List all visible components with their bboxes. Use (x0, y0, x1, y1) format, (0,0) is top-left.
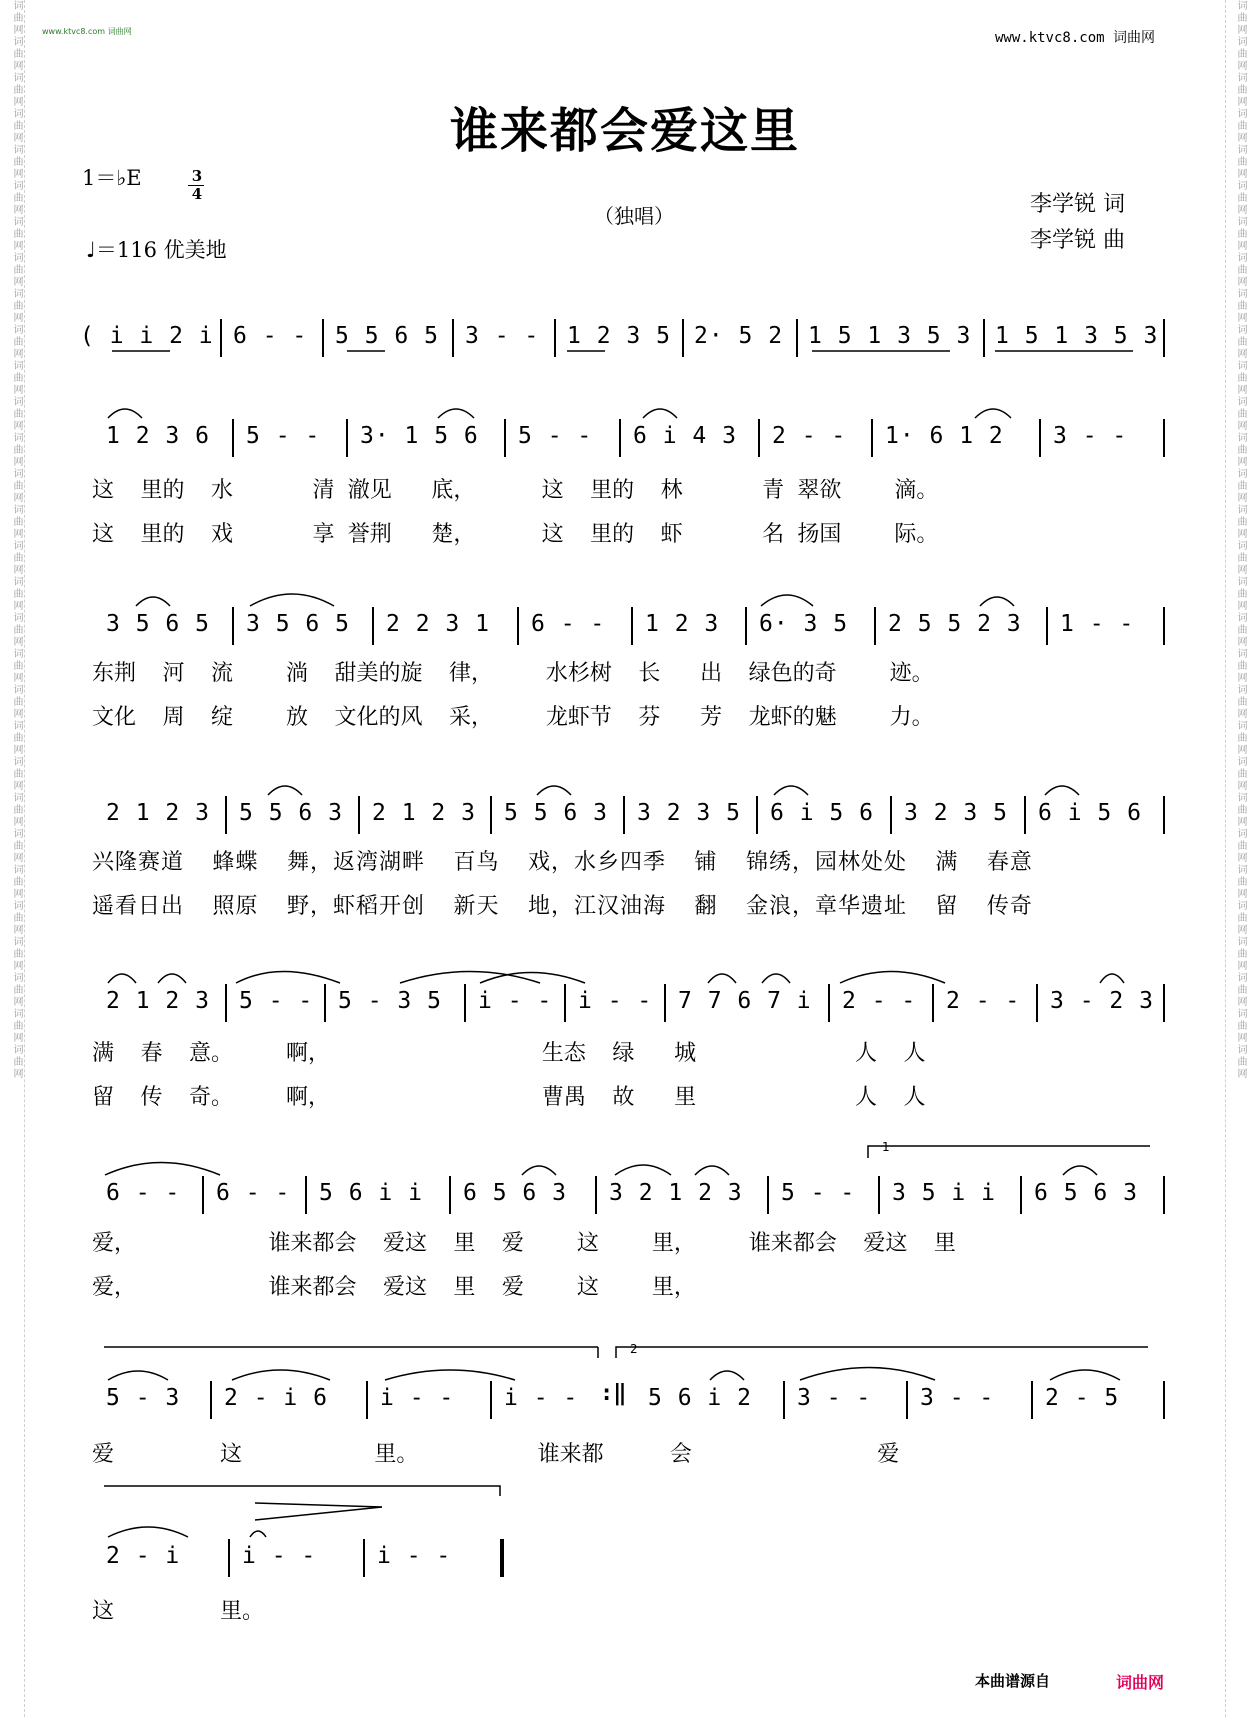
measure: i - - (380, 1385, 455, 1411)
measure: 5 6 i i (319, 1180, 423, 1206)
measure: 2 2 3 1 (386, 611, 490, 637)
measure: 3 5 i i (892, 1180, 996, 1206)
time-signature-top: 3 (191, 167, 203, 185)
measure: 6 - - (233, 323, 308, 349)
lyric-row-4-verse-2: 遥看日出 照原 野，虾稻开创 新天 地，江汉油海 翻 金浪，章华遗址 留 传奇 (92, 894, 1033, 919)
measure: 5 - - (781, 1180, 856, 1206)
measure: 6 i 5 6 (770, 800, 874, 826)
measure: 6 i 4 3 (633, 423, 737, 449)
measure: 5 5 6 3 (239, 800, 343, 826)
left-watermark-strip: 词曲网词曲网词曲网词曲网词曲网词曲网词曲网词曲网词曲网词曲网词曲网词曲网词曲网词曲网词曲网词曲网词曲网词曲网词曲网词曲网词曲网词曲网词曲网词曲网词曲网词曲网词曲网词曲网词曲网词曲网 (2, 0, 25, 1717)
measure: 6 i 5 6 (1038, 800, 1142, 826)
lyric-row-3-verse-1: 东荆 河 流 淌 甜美的旋 律， 水杉树 长 出 绿色的奇 迹。 (92, 661, 934, 686)
measure: 6 - - (216, 1180, 291, 1206)
measure: 5 - - (518, 423, 593, 449)
lyric-row-4-verse-1: 兴隆赛道 蜂蝶 舞，返湾湖畔 百鸟 戏，水乡四季 铺 锦绣，园林处处 满 春意 (92, 850, 1033, 875)
measure: i - - (578, 988, 653, 1014)
tempo-marking: ♩＝116 优美地 (86, 238, 227, 262)
lyric-row-6-verse-2: 爱， 谁来都会 爱这 里 爱 这 里， (92, 1275, 696, 1300)
lyric-row-2-verse-1: 这 里的 水 清 澈见 底， 这 里的 林 青 翠欲 滴。 (92, 478, 939, 503)
measure: i - - (478, 988, 553, 1014)
lyric-row-7: 爱 这 里。 谁来都 会 爱 (92, 1442, 900, 1467)
measure: 6 5 6 3 (1034, 1180, 1138, 1206)
measure: 2 1 2 3 (106, 988, 210, 1014)
lyric-row-2-verse-2: 这 里的 戏 享 誉荆 楚， 这 里的 虾 名 扬国 际。 (92, 522, 939, 547)
measure: 2· 5 2 (694, 323, 784, 349)
measure: 3 - - (1053, 423, 1128, 449)
composer-credit: 李学锐 曲 (1030, 228, 1125, 253)
measure: 1 5 1 3 5 3 (995, 323, 1159, 349)
footer-source-text: 本曲谱源自 (974, 1672, 1050, 1690)
measure: 2 5 5 2 3 (888, 611, 1022, 637)
lyric-row-3-verse-2: 文化 周 绽 放 文化的风 采， 龙虾节 芬 芳 龙虾的魅 力。 (92, 705, 934, 730)
measure: ( i i 2 i (80, 323, 214, 349)
measure: 1 2 3 (645, 611, 720, 637)
lyric-row-5-verse-1: 满 春 意。 啊， 生态 绿 城 人 人 (92, 1041, 926, 1066)
lyric-row-5-verse-2: 留 传 奇。 啊， 曹禺 故 里 人 人 (92, 1085, 926, 1110)
repeat-sign: :‖ (600, 1381, 627, 1406)
time-signature-bottom: 4 (191, 185, 203, 203)
measure: 1 2 3 6 (106, 423, 210, 449)
measure: 5 - - (239, 988, 314, 1014)
measure: 3 - 2 3 (1050, 988, 1154, 1014)
measure: 3 5 6 5 (106, 611, 210, 637)
volta-2-label: 2 (630, 1342, 638, 1356)
site-url: www.ktvc8.com 词曲网 (994, 30, 1155, 46)
measure: 5 5 6 5 (335, 323, 439, 349)
measure: 3 2 1 2 3 (609, 1180, 743, 1206)
measure: 2 - - (772, 423, 847, 449)
measure: 3 - - (465, 323, 540, 349)
measure: 1 5 1 3 5 3 (808, 323, 972, 349)
measure: 6 - - (531, 611, 606, 637)
measure: i - - (504, 1385, 579, 1411)
measure: 2 - i 6 (224, 1385, 328, 1411)
lyric-row-8: 这 里。 (92, 1599, 264, 1624)
performance-type: （独唱） (594, 204, 674, 228)
measure: 5 6 i 2 (648, 1385, 752, 1411)
measure: 6 - - (106, 1180, 181, 1206)
measure: 3 - - (797, 1385, 872, 1411)
measure: 3 5 6 5 (246, 611, 350, 637)
measure: 6· 3 5 (759, 611, 849, 637)
measure: 2 - - (842, 988, 917, 1014)
song-title: 谁来都会爱这里 (449, 103, 800, 159)
measure: 2 1 2 3 (106, 800, 210, 826)
measure: 2 - 5 (1045, 1385, 1120, 1411)
volta-1-label: 1 (882, 1140, 890, 1154)
site-url-small: www.ktvc8.com 词曲网 (42, 27, 132, 36)
measure: 3 - - (920, 1385, 995, 1411)
measure: 3 2 3 5 (904, 800, 1008, 826)
measure: i - - (242, 1543, 317, 1569)
measure: 2 - i (106, 1543, 181, 1569)
measure: 1 2 3 5 (567, 323, 671, 349)
right-watermark-strip: 词曲网词曲网词曲网词曲网词曲网词曲网词曲网词曲网词曲网词曲网词曲网词曲网词曲网词曲网词曲网词曲网词曲网词曲网词曲网词曲网词曲网词曲网词曲网词曲网词曲网词曲网词曲网词曲网词曲网词曲网 (1225, 0, 1248, 1717)
measure: 3 2 3 5 (637, 800, 741, 826)
measure: 5 - - (246, 423, 321, 449)
measure: 7 7 6 7 i (678, 988, 812, 1014)
measure: 1· 6 1 2 (885, 423, 1004, 449)
lyricist-credit: 李学锐 词 (1030, 192, 1125, 217)
measure: 2 1 2 3 (372, 800, 476, 826)
measure: 1 - - (1060, 611, 1135, 637)
measure: 6 5 6 3 (463, 1180, 567, 1206)
measure: i - - (377, 1543, 452, 1569)
footer-brand-link[interactable]: 词曲网 (1115, 1673, 1164, 1692)
measure: 5 - 3 5 (338, 988, 442, 1014)
measure: 3· 1 5 6 (360, 423, 479, 449)
lyric-row-6-verse-1: 爱， 谁来都会 爱这 里 爱 这 里， 谁来都会 爱这 里 (92, 1231, 956, 1256)
key-signature: 1＝♭E (82, 166, 142, 190)
measure: 5 5 6 3 (504, 800, 608, 826)
measure: 2 - - (946, 988, 1021, 1014)
measure: 5 - 3 (106, 1385, 181, 1411)
